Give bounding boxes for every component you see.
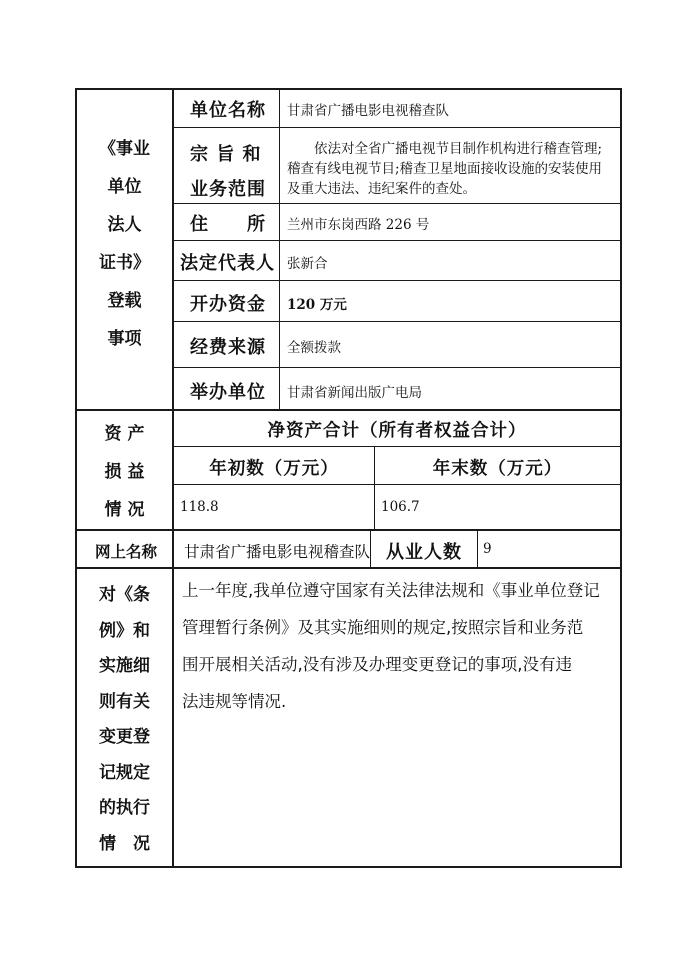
reg-row-line xyxy=(173,240,621,241)
assets-title-line: 情 况 xyxy=(104,500,145,520)
assets-line xyxy=(173,446,621,447)
section-title-line: 事项 xyxy=(107,329,142,349)
purpose-value-line: 依法对全省广播电视节目制作机构进行稽查管理; xyxy=(314,141,603,157)
reg-row-line xyxy=(173,321,621,322)
online-divider xyxy=(477,530,478,568)
net-assets-header: 净资产合计（所有者权益合计） xyxy=(267,421,527,441)
staff-count-value: 9 xyxy=(483,541,492,557)
reg-divider xyxy=(279,88,280,409)
capital-value: 120 万元 xyxy=(287,297,347,313)
border-right xyxy=(620,88,622,868)
section-title-line: 登载 xyxy=(107,291,142,311)
execution-title-line: 实施细 xyxy=(99,656,150,676)
section-title-line: 单位 xyxy=(107,177,142,197)
execution-body-line: 法违规等情况. xyxy=(182,692,287,711)
address-value: 兰州市东岗西路 226 号 xyxy=(287,217,430,233)
start-of-year-value: 118.8 xyxy=(180,499,219,515)
execution-body xyxy=(182,572,618,720)
purpose-value-line: 及重大违法、违纪案件的查处。 xyxy=(287,181,476,197)
reg-row-line xyxy=(173,203,621,204)
online-name-label: 网上名称 xyxy=(95,543,158,561)
registration-section-title xyxy=(77,130,172,370)
execution-section-title xyxy=(77,578,172,864)
section-line xyxy=(75,529,622,531)
start-of-year-label: 年初数（万元） xyxy=(209,459,339,479)
execution-title-line: 情 况 xyxy=(99,833,150,854)
staff-count-label: 从业人数 xyxy=(386,542,462,563)
section-title-line: 证书》 xyxy=(99,253,150,273)
sponsor-value: 甘肃省新闻出版广电局 xyxy=(287,385,422,401)
reg-row-line xyxy=(173,280,621,281)
section-line xyxy=(75,567,622,569)
end-of-year-label: 年末数（万元） xyxy=(432,459,563,479)
assets-title-line: 损 益 xyxy=(104,462,145,482)
execution-title-line: 例》和 xyxy=(99,620,150,641)
assets-title-line: 资 产 xyxy=(104,424,145,444)
reg-row-line xyxy=(173,127,621,128)
legal-rep-value: 张新合 xyxy=(287,256,328,272)
online-name-value: 甘肃省广播电影电视稽查队 xyxy=(184,543,371,561)
execution-title-line: 记规定 xyxy=(99,762,150,783)
assets-line xyxy=(173,484,621,485)
unit-name-label: 单位名称 xyxy=(190,100,266,121)
section-title-line: 法人 xyxy=(107,215,142,235)
sponsor-label: 举办单位 xyxy=(190,382,266,403)
funding-value: 全额拨款 xyxy=(287,340,341,356)
execution-body-line: 管理暂行条例》及其实施细则的规定,按照宗旨和业务范 xyxy=(182,618,584,637)
purpose-label-line1: 宗 旨 和 xyxy=(190,144,262,165)
execution-body-line: 围开展相关活动,没有涉及办理变更登记的事项,没有违 xyxy=(182,655,572,674)
execution-title-line: 对《条 xyxy=(99,585,150,605)
execution-title-line: 的执行 xyxy=(99,798,150,818)
section-title-line: 《事业 xyxy=(99,139,150,159)
unit-name-value: 甘肃省广播电影电视稽查队 xyxy=(287,103,449,119)
funding-label: 经费来源 xyxy=(190,337,266,358)
execution-title-line: 变更登 xyxy=(99,727,150,747)
reg-row-line xyxy=(173,367,621,368)
end-of-year-value: 106.7 xyxy=(381,499,420,515)
border-top xyxy=(75,88,622,90)
assets-section-title xyxy=(77,415,172,529)
purpose-value-line: 稽查有线电视节目;稽查卫星地面接收设施的安装使用 xyxy=(287,161,603,177)
capital-label: 开办资金 xyxy=(190,294,266,315)
execution-title-line: 则有关 xyxy=(99,691,150,712)
online-divider xyxy=(370,530,371,568)
border-bottom xyxy=(75,866,622,868)
address-label: 住 所 xyxy=(190,214,266,235)
execution-body-line: 上一年度,我单位遵守国家有关法律法规和《事业单位登记 xyxy=(182,581,600,600)
section-line xyxy=(75,409,622,411)
legal-rep-label: 法定代表人 xyxy=(180,253,275,274)
purpose-label-line2: 业务范围 xyxy=(190,179,266,200)
